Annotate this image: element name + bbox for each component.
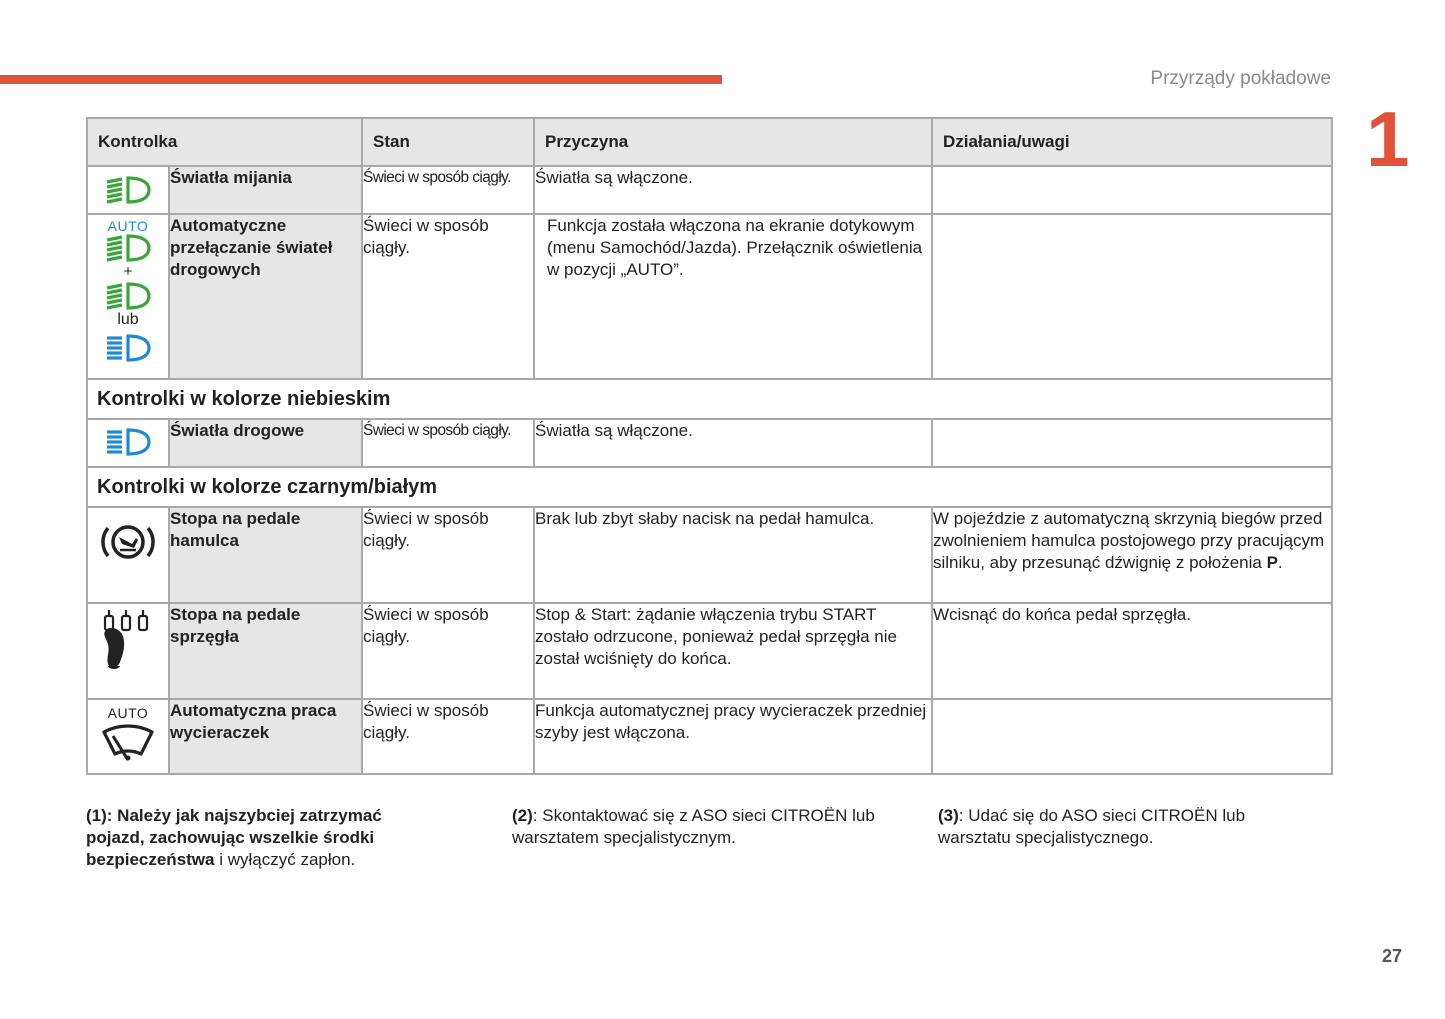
auto-label: AUTO xyxy=(107,218,149,234)
column-header-dzialania: Działania/uwagi xyxy=(932,118,1332,166)
footnote-text: i wyłączyć zapłon. xyxy=(214,850,356,869)
footnote-ref: (1) xyxy=(86,806,107,825)
table-row xyxy=(87,699,1332,774)
column-header-przyczyna: Przyczyna xyxy=(534,118,932,166)
lamp-condition: Świeci w sposób ciągły. xyxy=(362,419,534,467)
lamp-condition: Świeci w sposób ciągły. xyxy=(362,166,534,214)
accent-bar xyxy=(0,75,722,84)
lamp-name: Stopa na pedale hamulca xyxy=(169,507,362,603)
group-title-black: Kontrolki w kolorze czarnym/białym xyxy=(87,467,1332,507)
auto-low-beam-headlamp-icon xyxy=(104,233,152,263)
lamp-condition: Świeci w sposób ciągły. xyxy=(362,603,534,699)
group-title-blue: Kontrolki w kolorze niebieskim xyxy=(87,379,1332,419)
icon-cell xyxy=(87,699,169,774)
lamp-cause: Funkcja została włączona na ekranie dotykowym (menu Samochód/Jazda). Przełącznik oświetlenia w pozycji „AUTO”. xyxy=(534,214,932,379)
icon-cell xyxy=(87,166,169,214)
lamp-action xyxy=(932,166,1332,214)
lamp-cause: Funkcja automatycznej pracy wycieraczek przedniej szyby jest włączona. xyxy=(534,699,932,774)
footnote-text: : Udać się do ASO sieci CITROËN lub warsztatu specjalistycznego. xyxy=(938,806,1246,847)
windscreen-wiper-icon xyxy=(101,722,155,762)
lamp-action xyxy=(932,507,1332,603)
high-beam-headlamp-icon xyxy=(104,333,152,363)
lamp-action: Wcisnąć do końca pedał sprzęgła. xyxy=(932,603,1332,699)
auto-label: AUTO xyxy=(107,705,149,721)
high-beam-headlamp-icon xyxy=(104,427,152,457)
lamp-action xyxy=(932,214,1332,379)
icon-cell xyxy=(87,507,169,603)
column-header-stan: Stan xyxy=(362,118,534,166)
lamp-cause: Światła są włączone. xyxy=(534,419,932,467)
low-beam-headlamp-icon xyxy=(104,281,152,311)
lamp-action xyxy=(932,699,1332,774)
lamp-cause: Brak lub zbyt słaby nacisk na pedał hamulca. xyxy=(534,507,932,603)
chapter-number: 1 xyxy=(1366,95,1410,183)
action-text-end: . xyxy=(1277,553,1283,572)
footnote-text: : Skontaktować się z ASO sieci CITROËN lub warsztatem specjalistycznym. xyxy=(512,806,875,847)
icon-cell xyxy=(87,603,169,699)
group-row-black xyxy=(87,467,1332,507)
page-number: 27 xyxy=(1382,946,1403,966)
foot-on-clutch-icon xyxy=(100,608,156,672)
column-header-kontrolka: Kontrolka xyxy=(87,118,362,166)
lamp-name: Światła drogowe xyxy=(169,419,362,467)
low-beam-headlamp-icon xyxy=(104,175,152,205)
action-text: W pojeździe z automatyczną skrzynią biegów przed zwolnieniem hamulca postojowego przy pracującym silniku, aby przesunąć dźwignię z położenia xyxy=(933,509,1325,572)
group-row-blue xyxy=(87,379,1332,419)
gear-position-p: P xyxy=(1266,553,1278,572)
footnote-ref: (3) xyxy=(938,806,959,825)
lamp-cause: Światła są włączone. xyxy=(534,166,932,214)
icon-cell xyxy=(87,214,169,379)
icon-cell xyxy=(87,419,169,467)
lamp-condition: Świeci w sposób ciągły. xyxy=(362,214,534,379)
warning-lights-table xyxy=(86,117,1333,775)
footnote-ref: (2) xyxy=(512,806,533,825)
footnote-1 xyxy=(86,805,426,871)
table-row xyxy=(87,214,1332,379)
table-row xyxy=(87,419,1332,467)
table-header-row xyxy=(87,118,1332,166)
lamp-cause: Stop & Start: żądanie włączenia trybu START zostało odrzucone, ponieważ pedał sprzęgła nie został wciśnięty do końca. xyxy=(534,603,932,699)
foot-on-brake-icon xyxy=(98,520,158,564)
lamp-name: Stopa na pedale sprzęgła xyxy=(169,603,362,699)
section-title: Przyrządy pokładowe xyxy=(1150,68,1331,89)
lamp-condition: Świeci w sposób ciągły. xyxy=(362,699,534,774)
table-row xyxy=(87,507,1332,603)
or-label: lub xyxy=(117,311,139,328)
table-row xyxy=(87,603,1332,699)
lamp-action xyxy=(932,419,1332,467)
lamp-name: Automatyczna praca wycieraczek xyxy=(169,699,362,774)
footnote-3 xyxy=(938,805,1298,849)
plus-sign: + xyxy=(123,263,133,280)
footnote-bold-text: : Należy jak najszybciej zatrzymać pojazd, zachowując wszelkie środki bezpieczeństwa xyxy=(86,806,382,869)
lamp-name: Automatyczne przełączanie świateł drogowych xyxy=(169,214,362,379)
table-row xyxy=(87,166,1332,214)
footnote-2 xyxy=(512,805,892,849)
lamp-condition: Świeci w sposób ciągły. xyxy=(362,507,534,603)
lamp-name: Światła mijania xyxy=(169,166,362,214)
